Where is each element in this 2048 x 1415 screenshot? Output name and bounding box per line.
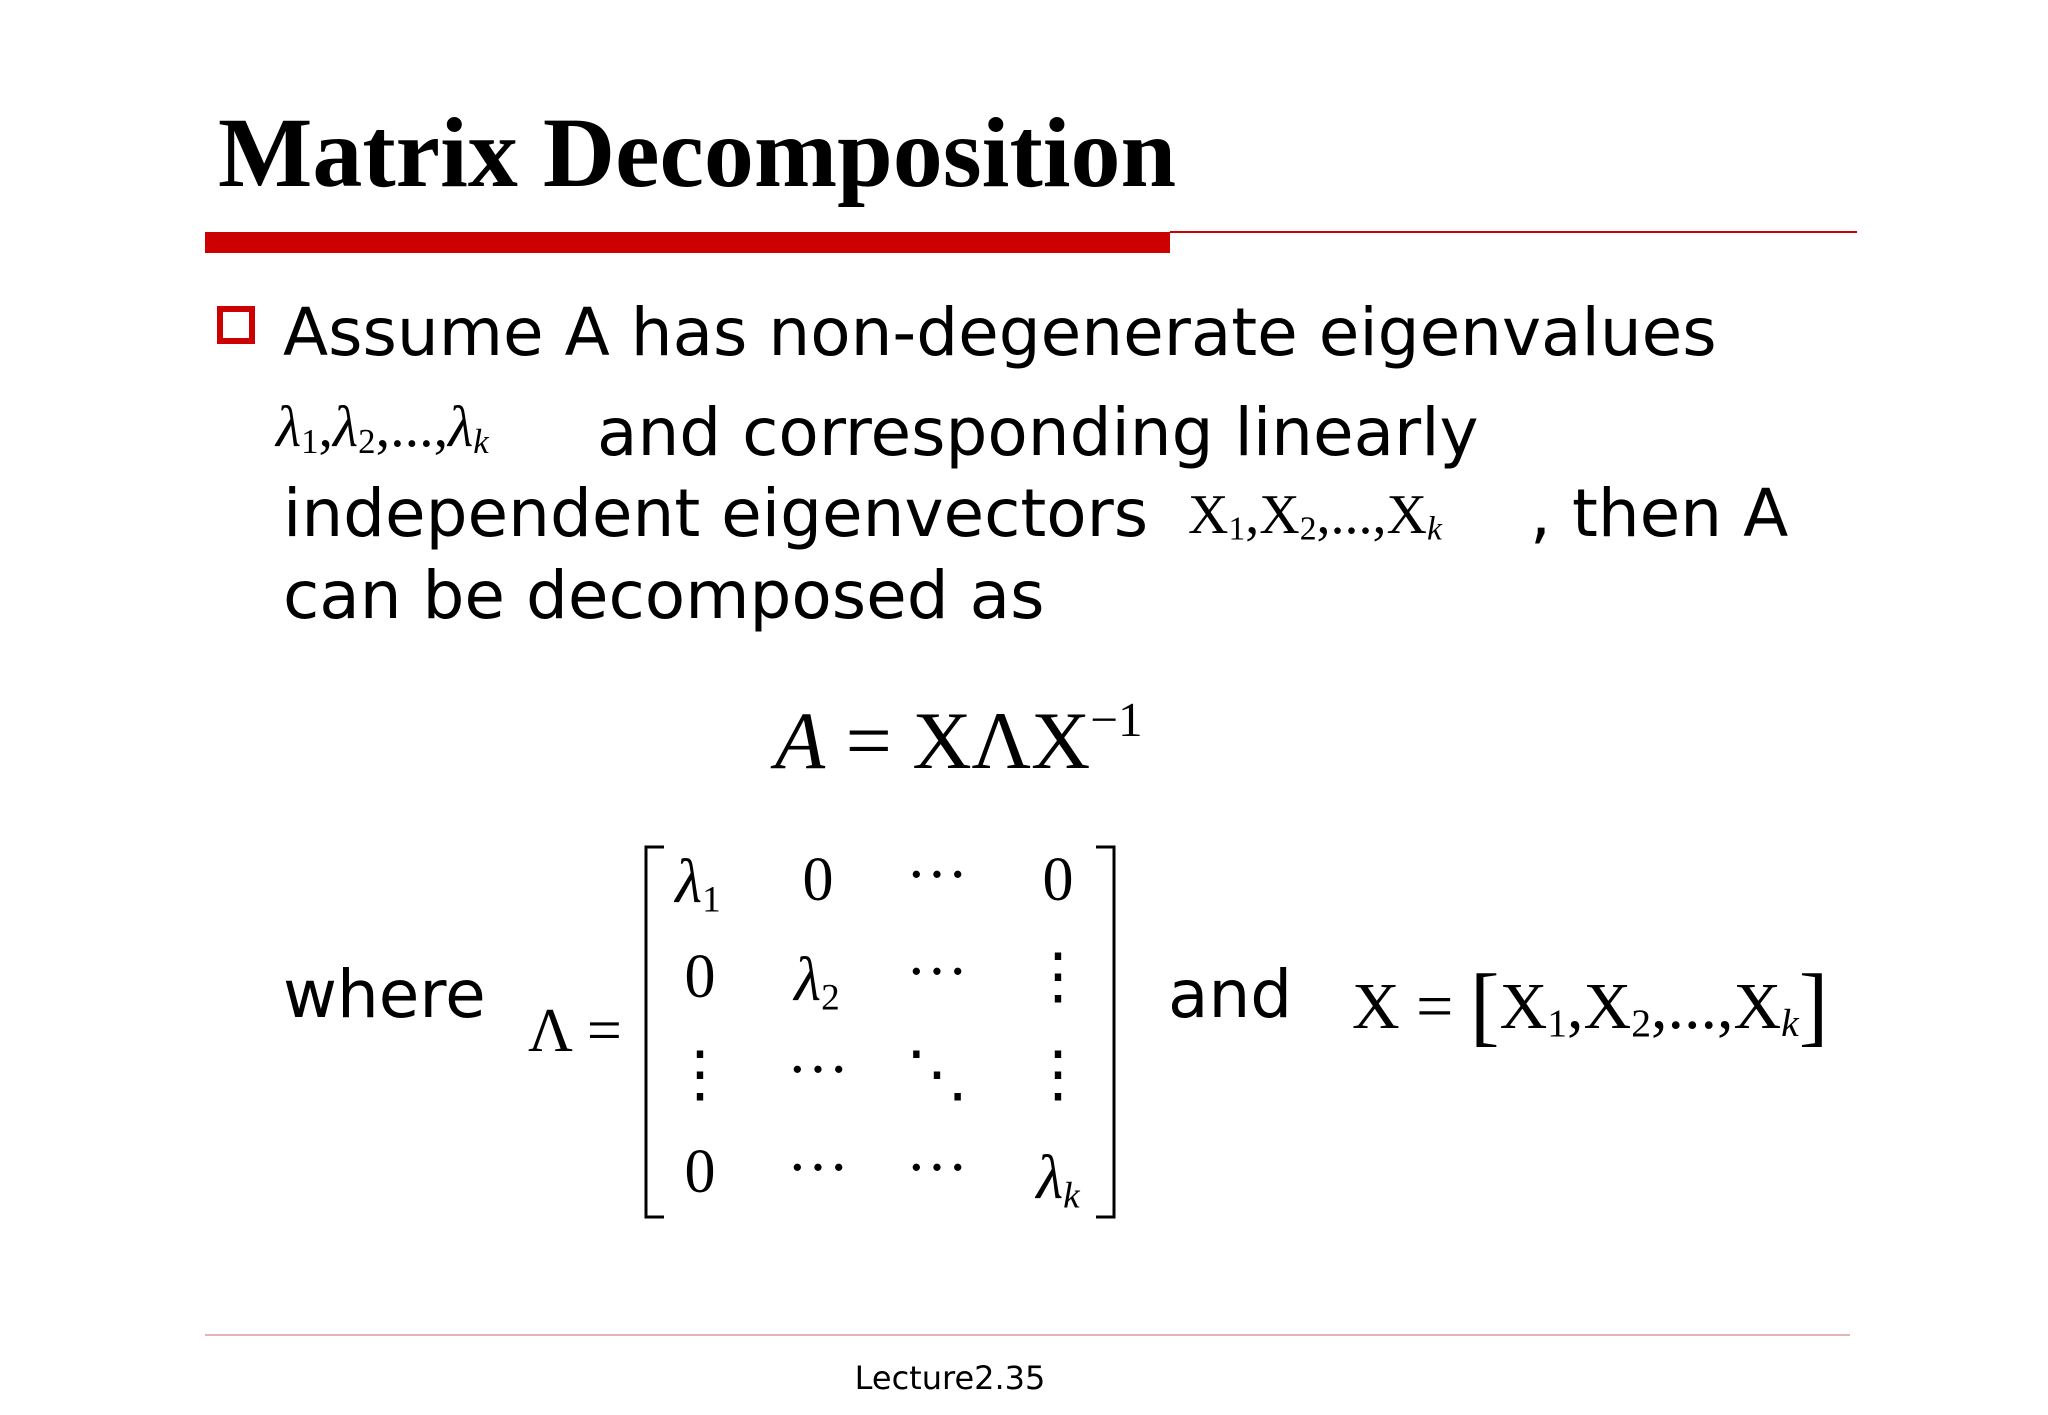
comma: , — [318, 394, 334, 459]
bullet-line-2: and corresponding linearly — [597, 394, 1479, 471]
ellipsis: ,..., — [375, 394, 449, 459]
decomposition-equation: $A = X\Lambda X^{-1}$ — [775, 692, 1143, 786]
eigenvector-matrix-definition: $X = [X_1,X_2,...,X_k]$ — [1352, 957, 1829, 1055]
bullet-square-icon — [217, 306, 255, 344]
eigenvalues-list — [276, 394, 489, 461]
matrix-cell-zero: 0 — [1042, 846, 1074, 914]
matrix-cell-lambdak: $\lambda_k$ — [1036, 1144, 1080, 1217]
bullet-line-1: Assume A has non-degenerate eigenvalues — [283, 294, 1717, 371]
title-underline-thin — [1170, 231, 1857, 233]
subscript: 1 — [301, 421, 319, 461]
matrix-cell-zero: 0 — [684, 943, 716, 1011]
matrix-cell-zero: 0 — [802, 846, 834, 914]
matrix-cell-vdots: ⋮ — [669, 1041, 731, 1109]
subscript: k — [473, 421, 489, 461]
eigenvectors-list: $X_1,X_2,...,X_k$ — [1188, 484, 1442, 548]
bullet-line-3-suffix: , then A — [1530, 475, 1789, 552]
matrix-cell-ddots: ⋱ — [906, 1041, 968, 1109]
matrix-cell-lambda2: $\lambda_2$ — [794, 946, 840, 1019]
subscript: 2 — [358, 421, 376, 461]
matrix-cell-lambda1: $\lambda_1$ — [675, 848, 721, 921]
matrix-cell-hdots: ··· — [906, 841, 968, 909]
matrix-cell-hdots: ··· — [906, 938, 968, 1006]
matrix-cell-vdots: ⋮ — [1027, 1041, 1089, 1109]
lambda-symbol: λ — [448, 394, 474, 459]
lambda-symbol: λ — [276, 394, 302, 459]
title-underline-thick — [205, 232, 1170, 253]
lambda-symbol: λ — [333, 394, 359, 459]
slide-title: Matrix Decomposition — [218, 97, 1177, 208]
matrix-cell-hdots: ··· — [787, 1134, 849, 1202]
slide-footer-number: Lecture2.35 — [854, 1359, 1046, 1397]
matrix-cell-zero: 0 — [684, 1138, 716, 1206]
bullet-line-4: can be decomposed as — [283, 557, 1045, 634]
where-label: where — [283, 956, 486, 1033]
matrix-cell-vdots: ⋮ — [1027, 943, 1089, 1011]
matrix-cell-hdots: ··· — [787, 1036, 849, 1104]
matrix-cell-hdots: ··· — [906, 1134, 968, 1202]
footer-divider — [205, 1334, 1850, 1336]
and-label: and — [1168, 956, 1293, 1033]
bullet-line-3: independent eigenvectors — [283, 475, 1149, 552]
lambda-matrix-lhs: Λ = — [528, 997, 622, 1065]
